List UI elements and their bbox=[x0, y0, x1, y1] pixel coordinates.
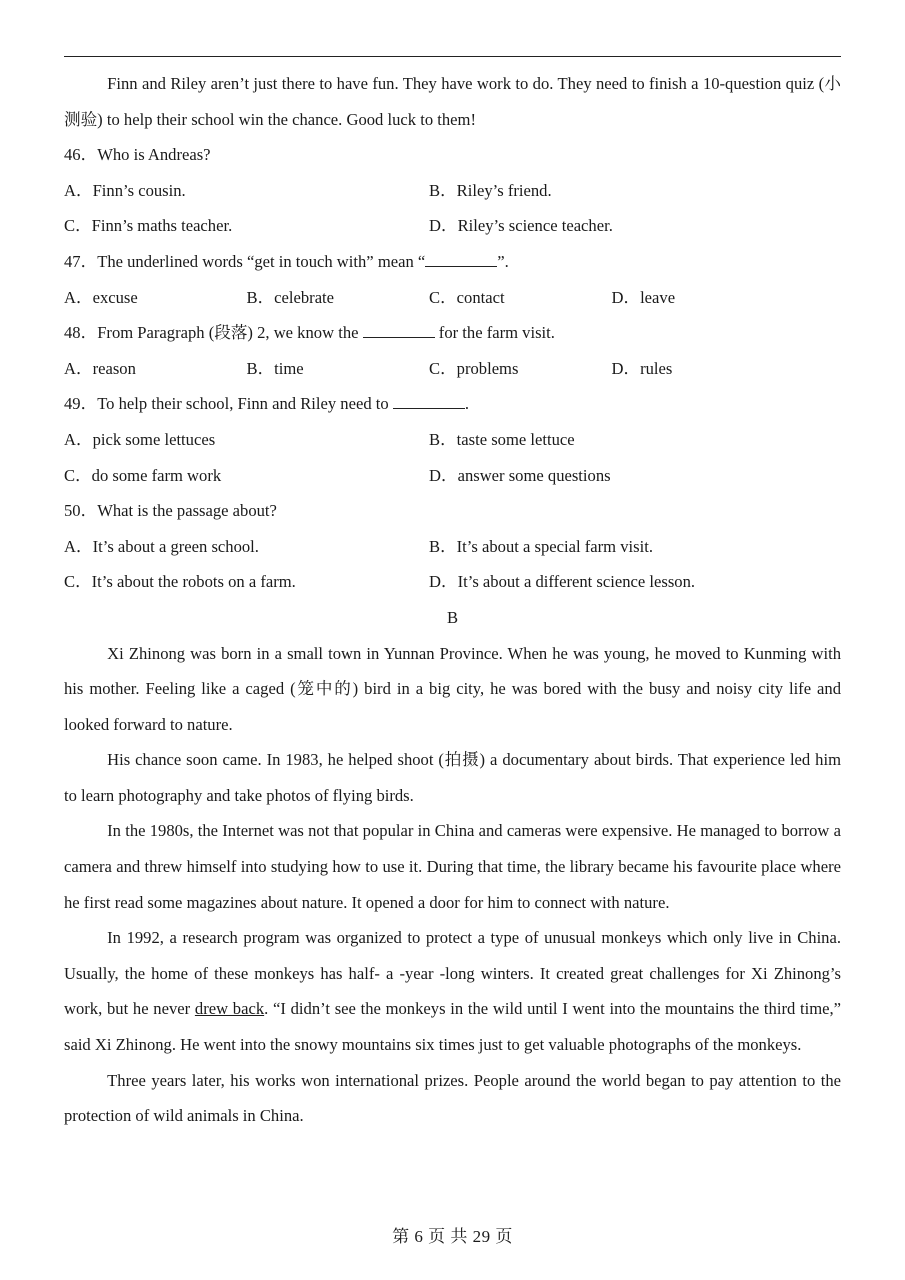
option-b: B．celebrate bbox=[246, 287, 335, 307]
option-c: C．problems bbox=[429, 358, 519, 378]
option-a: A．It’s about a green school. bbox=[64, 536, 259, 556]
options-49-row1 bbox=[64, 422, 841, 458]
options-48 bbox=[64, 351, 841, 387]
question-number: 50． bbox=[64, 501, 98, 521]
page-content bbox=[64, 66, 841, 1134]
page-number-footer: 第 6 页 共 29 页 bbox=[392, 1227, 513, 1246]
question-number: 47． bbox=[64, 251, 98, 271]
underlined-phrase: drew back bbox=[194, 999, 265, 1019]
passage-paragraph-3: In the 1980s, the Internet was not that popular in China and cameras were expensive. He managed to borrow a camera and threw himself into studying how to use it. During that time, the library became his favourite place where he first read some magazines about nature. It opened a door for him to connect with nature. bbox=[64, 821, 841, 912]
passage-paragraph-4 bbox=[64, 920, 841, 1062]
options-50-row2 bbox=[64, 564, 841, 600]
answer-blank bbox=[363, 319, 435, 338]
question-stem-after: for the farm visit. bbox=[434, 323, 555, 343]
option-d: D．leave bbox=[611, 287, 676, 307]
passage-paragraph-5: Three years later, his works won international prizes. People around the world began to pay attention to the protection of wild animals in China. bbox=[64, 1070, 841, 1126]
option-d: D．answer some questions bbox=[429, 465, 611, 485]
options-49-row2 bbox=[64, 458, 841, 494]
question-stem-before: To help their school, Finn and Riley need to bbox=[97, 394, 393, 414]
question-49 bbox=[64, 386, 841, 422]
option-a: A．pick some lettuces bbox=[64, 429, 216, 449]
option-d: D．It’s about a different science lesson. bbox=[429, 572, 696, 592]
question-stem-after: . bbox=[464, 394, 469, 414]
question-47 bbox=[64, 244, 841, 280]
option-d: D．rules bbox=[611, 358, 673, 378]
option-a: A．reason bbox=[64, 358, 136, 378]
question-number: 48． bbox=[64, 323, 98, 343]
question-48 bbox=[64, 315, 841, 351]
question-46 bbox=[64, 137, 841, 173]
intro-paragraph: Finn and Riley aren’t just there to have fun. They have work to do. They need to finish a 10-question quiz (小测验) to help their school win the chance. Good luck to them! bbox=[64, 74, 841, 129]
question-50 bbox=[64, 493, 841, 529]
option-b: B．taste some lettuce bbox=[429, 429, 575, 449]
question-number: 49． bbox=[64, 394, 98, 414]
option-c: C．Finn’s maths teacher. bbox=[64, 216, 233, 236]
option-a: A．Finn’s cousin. bbox=[64, 180, 186, 200]
option-c: C．do some farm work bbox=[64, 465, 222, 485]
header-rule bbox=[64, 56, 841, 57]
question-stem-before: From Paragraph (段落) 2, we know the bbox=[97, 323, 363, 343]
question-stem-after: ”. bbox=[497, 251, 509, 271]
question-stem: Who is Andreas? bbox=[97, 145, 211, 165]
question-number: 46． bbox=[64, 145, 98, 165]
paragraph-text: In 1992, a research program was organized to protect a type of unusual monkeys which only live in China. Usually, the home of these monkeys has half- a -year -long winters. It created great challenges for Xi Zhinong’s work, but he never bbox=[64, 928, 841, 1019]
paragraph-text: . “I didn’t see the monkeys in the wild until I went into the mountains the third time,” said Xi Zhinong. He went into the snowy mountains six times just to get valuable photographs of the monkeys. bbox=[64, 999, 841, 1055]
option-b: B．time bbox=[246, 358, 304, 378]
question-stem-before: The underlined words “get in touch with” mean “ bbox=[97, 251, 426, 271]
option-d: D．Riley’s science teacher. bbox=[429, 216, 613, 236]
option-c: C．It’s about the robots on a farm. bbox=[64, 572, 296, 592]
question-stem: What is the passage about? bbox=[97, 501, 277, 521]
option-a: A．excuse bbox=[64, 287, 138, 307]
answer-blank bbox=[393, 390, 465, 409]
option-c: C．contact bbox=[429, 287, 505, 307]
option-b: B．It’s about a special farm visit. bbox=[429, 536, 653, 556]
options-46-row1 bbox=[64, 173, 841, 209]
options-47 bbox=[64, 280, 841, 316]
passage-paragraph-2: His chance soon came. In 1983, he helped shoot (拍摄) a documentary about birds. That experience led him to learn photography and take photos of flying birds. bbox=[64, 750, 841, 805]
options-46-row2 bbox=[64, 208, 841, 244]
options-50-row1 bbox=[64, 529, 841, 565]
answer-blank bbox=[425, 248, 497, 267]
section-heading: B bbox=[446, 607, 459, 627]
passage-paragraph-1: Xi Zhinong was born in a small town in Yunnan Province. When he was young, he moved to Kunming with his mother. Feeling like a caged (笼中的) bird in a big city, he was bored with the busy and noisy city life and looked forward to nature. bbox=[64, 643, 841, 734]
option-b: B．Riley’s friend. bbox=[429, 180, 552, 200]
